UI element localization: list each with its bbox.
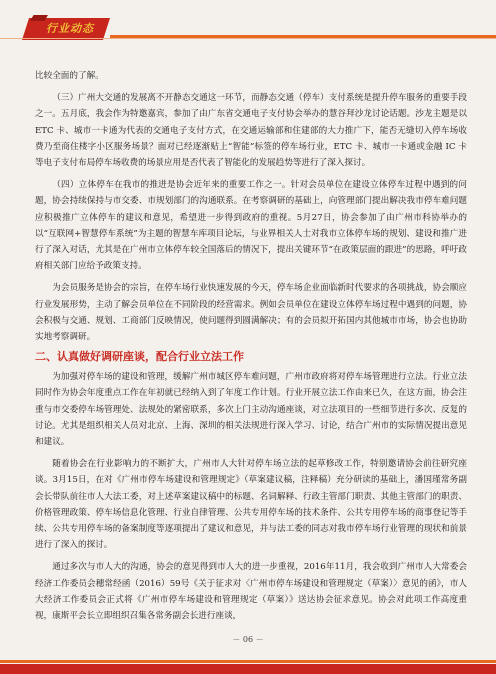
paragraph: （四）立体停车在我市的推进是协会近年来的重要工作之一。针对会员单位在建设立体停车过程中遇到的问题，协会持续保持与市交委、市规划部门的沟通联系。在考察调研的基础上，向管理部门提出解决我市停车难问题应积极推广立体停车的建议和意见，希望进一步得到政府的重视。5月27日，协会参加了由广州市科协举办的以“互联网+智慧停车系统”为主题的智慧车库项目论坛，与业界相关人士对我市立体停车场的规划、建设和推广进行了深入对话，尤其是在广州市立体停车较全国落后的情况下，提出关键环节“在政策层面的跟进”的思路，呼吁政府相关部门应给予政策支持。: [35, 180, 467, 272]
paragraph: 为加强对停车场的建设和管理，缓解广州市城区停车难问题，广州市政府将对停车场管理进行立法。行业立法同时作为协会年度重点工作在年初就已经纳入到了年度工作计划。行业开展立法工作由来已久，在这方面，协会注重与市交委停车场管理处、法规处的紧密联系，多次上门主动沟通座谈，对立法项目的一些细节进行多次、反复的讨论。尤其是组织相关人员对北京、上海、深圳的相关法规进行深入学习、讨论，结合广州市的实际情况提出意见和建议。: [35, 372, 467, 448]
header-label: 行业动态: [46, 22, 94, 35]
article-body: [35, 68, 467, 624]
page-number: － 06 －: [232, 635, 264, 644]
paragraph: 为会员服务是协会的宗旨，在停车场行业快速发展的今天，停车场企业面临新时代要求的各项挑战，协会顺应行业发展形势，主动了解会员单位在不同阶段的经营需求。例如会员单位在建设立体停车场过程中遇到的问题，协会积极与交通、规划、工商部门反映情况，使问题得到圆满解决；有的会员拟开拓国内其他城市市场，协会也协助实地考察调研。: [35, 283, 467, 343]
page-header: [0, 0, 496, 42]
paragraph: 通过多次与市人大的沟通，协会的意见得到市人大的进一步重视，2016年11月，我会收到广州市人大常委会经济工作委员会穗常经函（2016）59号《关于征求对〈广州市停车场建设和管理规定（草案）〉意见的函》，市人大经济工作委员会正式将《广州市停车场建设和管理规定（草案）》送达协会征求意见。协会对此项工作高度重视，康斯平会长立即组织召集各常务副会长进行座谈，: [35, 562, 467, 622]
footer-rule: [0, 660, 496, 663]
header-rule-thin: [0, 38, 496, 39]
footer-band: [0, 664, 496, 674]
paragraph: 比较全面的了解。: [35, 71, 104, 81]
section-title: 二、认真做好调研座谈，配合行业立法工作: [35, 350, 244, 364]
paragraph: 随着协会在行业影响力的不断扩大，广州市人大针对停车场立法的起草修改工作，特别邀请协会前往研究座谈。3月15日，在对《广州市停车场建设和管理规定》（草案建议稿，注释稿）充分研读的基础上，潘国瑾常务副会长带队前往市人大法工委，对上述草案建议稿中的标题、名词解释、行政主管部门职责、其他主管部门的职责、价格管理政策、停车场信息化管理、行业自律管理、公共专用停车场的技术条件、公共专用停车场的商事登记等手续、公共专用停车场的备案制度等逐项提出了建议和意见，并与法工委的同志对我市停车场行业管理的现状和前景进行了深入的探讨。: [35, 459, 467, 551]
paragraph: （三）广州大交通的发展离不开静态交通这一环节，而静态交通（停车）支付系统是提升停车服务的重要手段之一。五月底，我会作为特邀嘉宾，参加了由广东省交通电子支付协会举办的慧谷拜沙龙讨论话题。沙龙主题是以 ETC 卡、城市一卡通为代表的交通电子支付方式，在交通运输部和住建部的大力推广下，能否无缝切入停车场收费乃至商住楼字小区服务场景？面对已经逐渐贴上“智能”标签的停车场行业，ETC 卡、城市一卡通或金融 IC 卡等电子支付布局停车场收费的场景应用是否代表了智能化的发展趋势等进行了深入探讨。: [35, 93, 467, 169]
